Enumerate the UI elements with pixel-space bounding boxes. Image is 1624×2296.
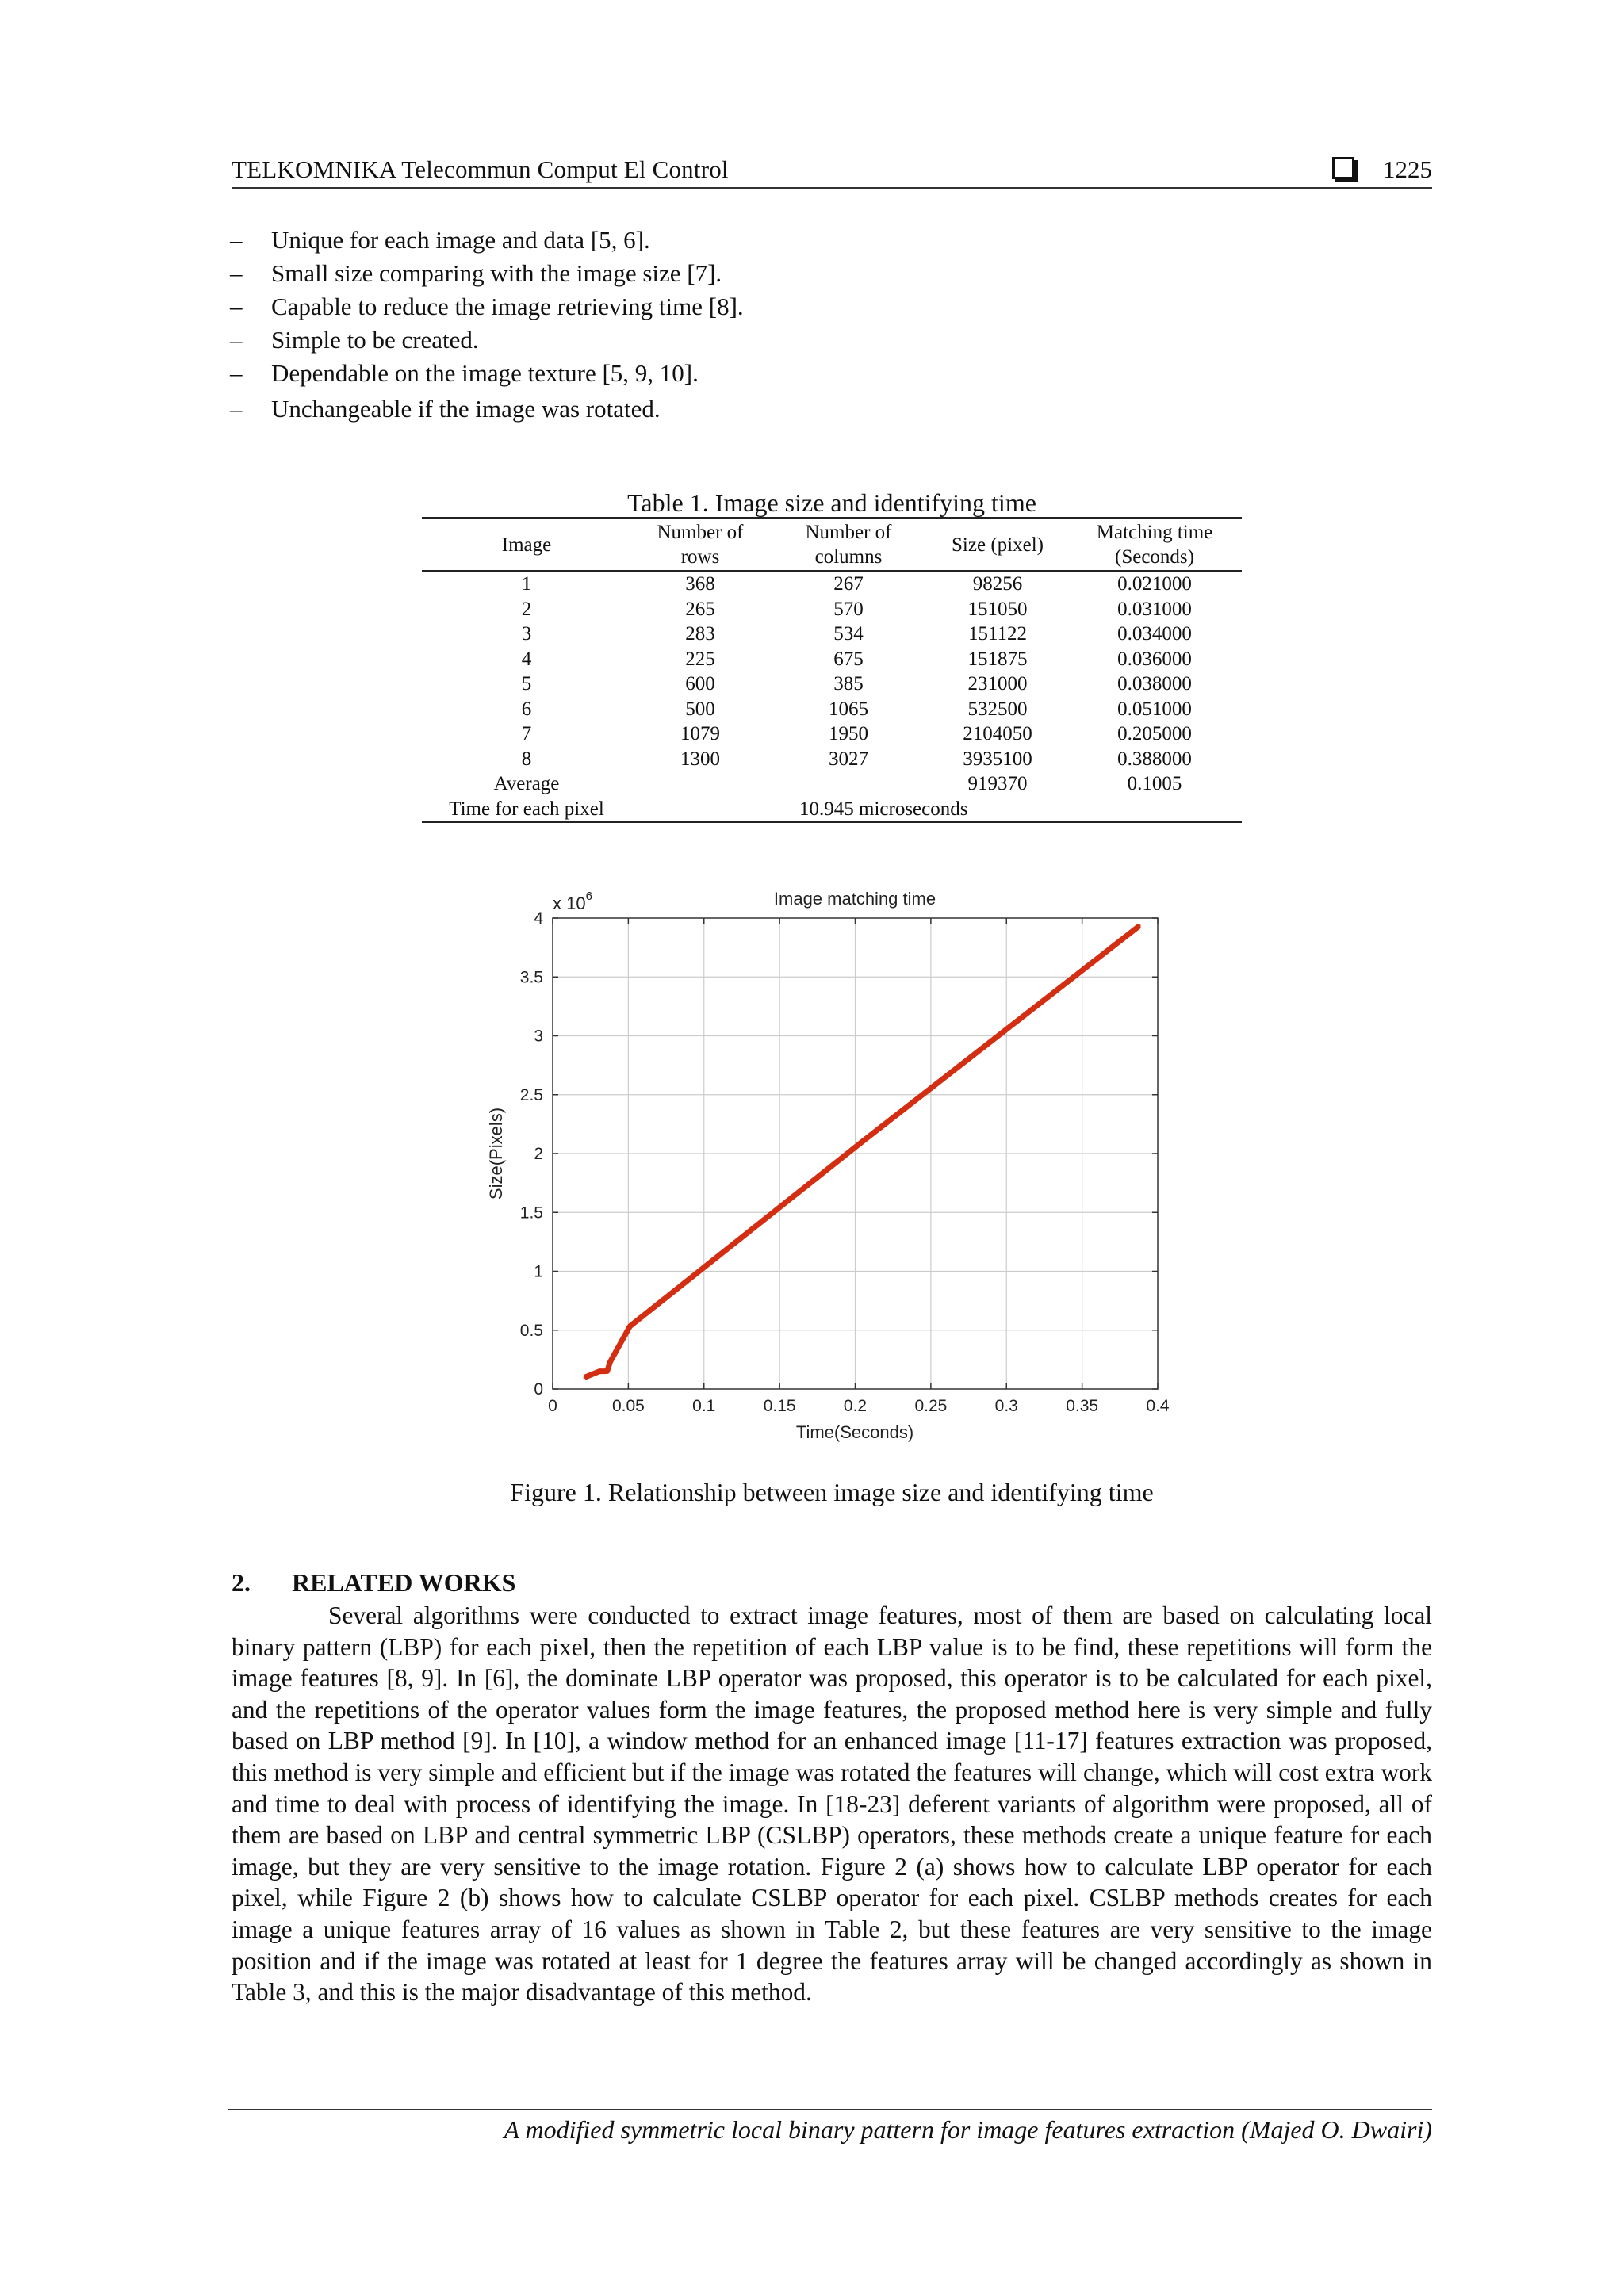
x-tick-label: 0.1 bbox=[692, 1397, 716, 1415]
cell-size: 151050 bbox=[967, 598, 1028, 620]
cell-image: 7 bbox=[521, 723, 532, 744]
table-row bbox=[422, 672, 1242, 697]
cell-columns: 570 bbox=[833, 598, 864, 620]
x-axis-label: Time(Seconds) bbox=[795, 1422, 914, 1442]
cell-time: 0.021000 bbox=[1117, 573, 1192, 595]
y-tick-label: 3.5 bbox=[519, 968, 543, 987]
data-point bbox=[629, 1325, 631, 1327]
cell-columns: 3027 bbox=[829, 748, 868, 770]
cell-time: 0.034000 bbox=[1117, 623, 1192, 645]
cell-columns: 1950 bbox=[829, 723, 868, 744]
bullet-item bbox=[230, 257, 744, 290]
y-tick-label: 2.5 bbox=[519, 1085, 543, 1104]
bullet-item bbox=[230, 357, 744, 390]
table-caption: Table 1. Image size and identifying time bbox=[627, 488, 1036, 517]
y-tick-label: 1.5 bbox=[519, 1203, 543, 1223]
data-point bbox=[584, 1376, 586, 1379]
bullet-text: Dependable on the image texture [5, 9, 10]. bbox=[271, 359, 699, 387]
data-point bbox=[603, 1370, 605, 1372]
bullet-dash: – bbox=[230, 395, 243, 423]
cell-rows: 1079 bbox=[680, 723, 720, 744]
cell-size: 3935100 bbox=[963, 748, 1032, 770]
bullet-dash: – bbox=[230, 259, 243, 287]
bullet-item bbox=[230, 290, 744, 323]
cell-columns: 267 bbox=[833, 573, 864, 595]
x-tick-label: 0.35 bbox=[1066, 1397, 1099, 1415]
table-row bbox=[422, 697, 1242, 722]
data-point bbox=[1139, 924, 1141, 927]
line-chart bbox=[476, 878, 1189, 1457]
header-columns-line2: columns bbox=[814, 546, 883, 568]
average-time: 0.1005 bbox=[1127, 773, 1182, 794]
table-row-average bbox=[422, 771, 1242, 797]
header-time bbox=[1067, 518, 1242, 571]
figure-1-chart bbox=[476, 878, 1189, 1457]
cell-size: 151122 bbox=[967, 623, 1028, 645]
bullet-text: Small size comparing with the image size [7]. bbox=[271, 259, 722, 287]
cell-columns: 385 bbox=[833, 673, 864, 695]
y-multiplier-exponent: 6 bbox=[585, 890, 592, 903]
average-label: Average bbox=[493, 773, 560, 794]
feature-bullet-list bbox=[230, 224, 744, 426]
header-rule bbox=[232, 187, 1432, 189]
y-multiplier-base: x 10 bbox=[553, 894, 586, 913]
footer-rule bbox=[228, 2109, 1432, 2110]
image-size-table bbox=[422, 517, 1242, 823]
data-point bbox=[862, 1140, 864, 1142]
cell-rows: 265 bbox=[685, 598, 715, 620]
cell-rows: 225 bbox=[685, 648, 715, 670]
header-image: Image bbox=[501, 534, 552, 556]
table-header-row bbox=[422, 518, 1242, 571]
cell-image: 4 bbox=[521, 648, 532, 670]
cell-time: 0.038000 bbox=[1117, 673, 1192, 695]
table-row bbox=[422, 622, 1242, 647]
running-head-journal: TELKOMNIKA Telecommun Comput El Control bbox=[232, 155, 729, 183]
table-row bbox=[422, 747, 1242, 772]
cell-image: 8 bbox=[521, 748, 532, 770]
x-tick-label: 0 bbox=[548, 1397, 557, 1415]
bullet-item bbox=[230, 323, 744, 357]
cell-rows: 600 bbox=[685, 673, 715, 695]
x-tick-label: 0.05 bbox=[611, 1397, 645, 1415]
bullet-item bbox=[230, 224, 744, 257]
data-point bbox=[599, 1370, 601, 1372]
table-row bbox=[422, 721, 1242, 747]
cell-rows: 1300 bbox=[680, 748, 720, 770]
per-pixel-label: Time for each pixel bbox=[449, 798, 604, 820]
data-point bbox=[606, 1370, 608, 1372]
y-tick-label: 2 bbox=[534, 1145, 543, 1163]
y-tick-label: 4 bbox=[534, 909, 543, 928]
section-number: 2. bbox=[232, 1568, 251, 1597]
bullet-dash: – bbox=[230, 293, 243, 320]
y-tick-label: 3 bbox=[534, 1027, 543, 1046]
header-columns-line1: Number of bbox=[805, 522, 892, 543]
page-number: 1225 bbox=[1383, 155, 1432, 183]
x-tick-label: 0.3 bbox=[994, 1397, 1018, 1415]
cell-rows: 283 bbox=[685, 623, 715, 645]
bullet-dash: – bbox=[230, 326, 243, 354]
header-rows-line2: rows bbox=[680, 546, 720, 568]
cell-image: 3 bbox=[521, 623, 532, 645]
cell-time: 0.388000 bbox=[1117, 748, 1192, 770]
bullet-dash: – bbox=[230, 226, 243, 254]
x-tick-label: 0.15 bbox=[763, 1397, 796, 1415]
per-pixel-value: 10.945 microseconds bbox=[799, 798, 968, 820]
cell-size: 98256 bbox=[972, 573, 1023, 595]
cell-columns: 675 bbox=[833, 648, 864, 670]
header-rows-line1: Number of bbox=[657, 522, 744, 543]
x-tick-label: 0.25 bbox=[914, 1397, 948, 1415]
cell-image: 1 bbox=[521, 573, 532, 595]
cell-time: 0.051000 bbox=[1117, 698, 1192, 720]
cell-size: 231000 bbox=[967, 673, 1028, 695]
cell-image: 6 bbox=[521, 698, 532, 720]
section-title: RELATED WORKS bbox=[292, 1568, 516, 1597]
table-row-per-pixel bbox=[422, 797, 1242, 823]
chart-title: Image matching time bbox=[773, 889, 936, 909]
table-row bbox=[422, 597, 1242, 622]
section-heading bbox=[232, 1568, 515, 1598]
bullet-text: Capable to reduce the image retrieving time [8]. bbox=[271, 293, 744, 320]
cell-image: 2 bbox=[521, 598, 532, 620]
cell-columns: 1065 bbox=[829, 698, 868, 720]
table-row bbox=[422, 647, 1242, 672]
header-size: Size (pixel) bbox=[952, 534, 1044, 556]
bullet-text: Simple to be created. bbox=[271, 326, 479, 354]
x-tick-label: 0.4 bbox=[1146, 1397, 1170, 1415]
running-head-right bbox=[1332, 155, 1432, 184]
figure-caption: Figure 1. Relationship between image size and identifying time bbox=[510, 1478, 1154, 1506]
cell-rows: 368 bbox=[685, 573, 715, 595]
cell-columns: 534 bbox=[833, 623, 864, 645]
cell-time: 0.036000 bbox=[1117, 648, 1192, 670]
cell-size: 151875 bbox=[967, 648, 1028, 670]
y-tick-label: 1 bbox=[534, 1262, 543, 1281]
data-point bbox=[609, 1360, 611, 1363]
x-tick-label: 0.2 bbox=[843, 1397, 868, 1415]
header-columns bbox=[769, 518, 928, 571]
bullet-dash: – bbox=[230, 359, 243, 387]
section-paragraph: Several algorithms were conducted to extract image features, most of them are based on calculating local binary pattern (LBP) for each pixel, then the repetition of each LBP value is to be find, these repetitions will form the image features [8, 9]. In [6], the dominate LBP operator was proposed, this operator is to be calculated for each pixel, and the repetitions of the operator values form the image features, the proposed method here is very simple and fully based on LBP method [9]. In [10], a window method for an enhanced image [11-17] features extraction was proposed, this method is very simple and efficient but if the image was rotated the features will change, which will cost extra work and time to deal with process of identifying the image. In [18-23] deferent variants of algorithm were proposed, all of them are based on LBP and central symmetric LBP (CSLBP) operators, these methods create a unique feature for each image, but they are very sensitive to the image rotation. Figure 2 (a) shows how to calculate LBP operator for each pixel, while Figure 2 (b) shows how to calculate CSLBP operator for each pixel. CSLBP methods creates for each image a unique features array of 16 values as shown in Table 2, but these features are very sensitive to the image position and if the image was rotated at least for 1 degree the features array will be changed accordingly as shown in Table 3, and this is the major disadvantage of this method. bbox=[232, 1601, 1432, 2007]
cell-rows: 500 bbox=[685, 698, 715, 720]
cell-time: 0.031000 bbox=[1117, 598, 1192, 620]
header-rows bbox=[631, 518, 769, 571]
footer-citation: A modified symmetric local binary pattern for image features extraction (Majed O. Dwairi) bbox=[504, 2115, 1432, 2144]
cell-image: 5 bbox=[521, 673, 532, 695]
y-axis-label: Size(Pixels) bbox=[486, 1107, 506, 1200]
bullet-text: Unchangeable if the image was rotated. bbox=[271, 395, 661, 423]
cell-size: 2104050 bbox=[963, 723, 1032, 744]
square-box-icon bbox=[1332, 157, 1354, 179]
header-time-line2: (Seconds) bbox=[1115, 546, 1194, 568]
y-tick-label: 0 bbox=[534, 1380, 543, 1399]
bullet-item bbox=[230, 392, 744, 426]
table-row bbox=[422, 571, 1242, 597]
bullet-text: Unique for each image and data [5, 6]. bbox=[271, 226, 650, 254]
header-time-line1: Matching time bbox=[1096, 522, 1213, 543]
average-size: 919370 bbox=[967, 773, 1028, 794]
y-tick-label: 0.5 bbox=[519, 1321, 543, 1340]
cell-time: 0.205000 bbox=[1117, 723, 1192, 744]
cell-size: 532500 bbox=[967, 698, 1028, 720]
